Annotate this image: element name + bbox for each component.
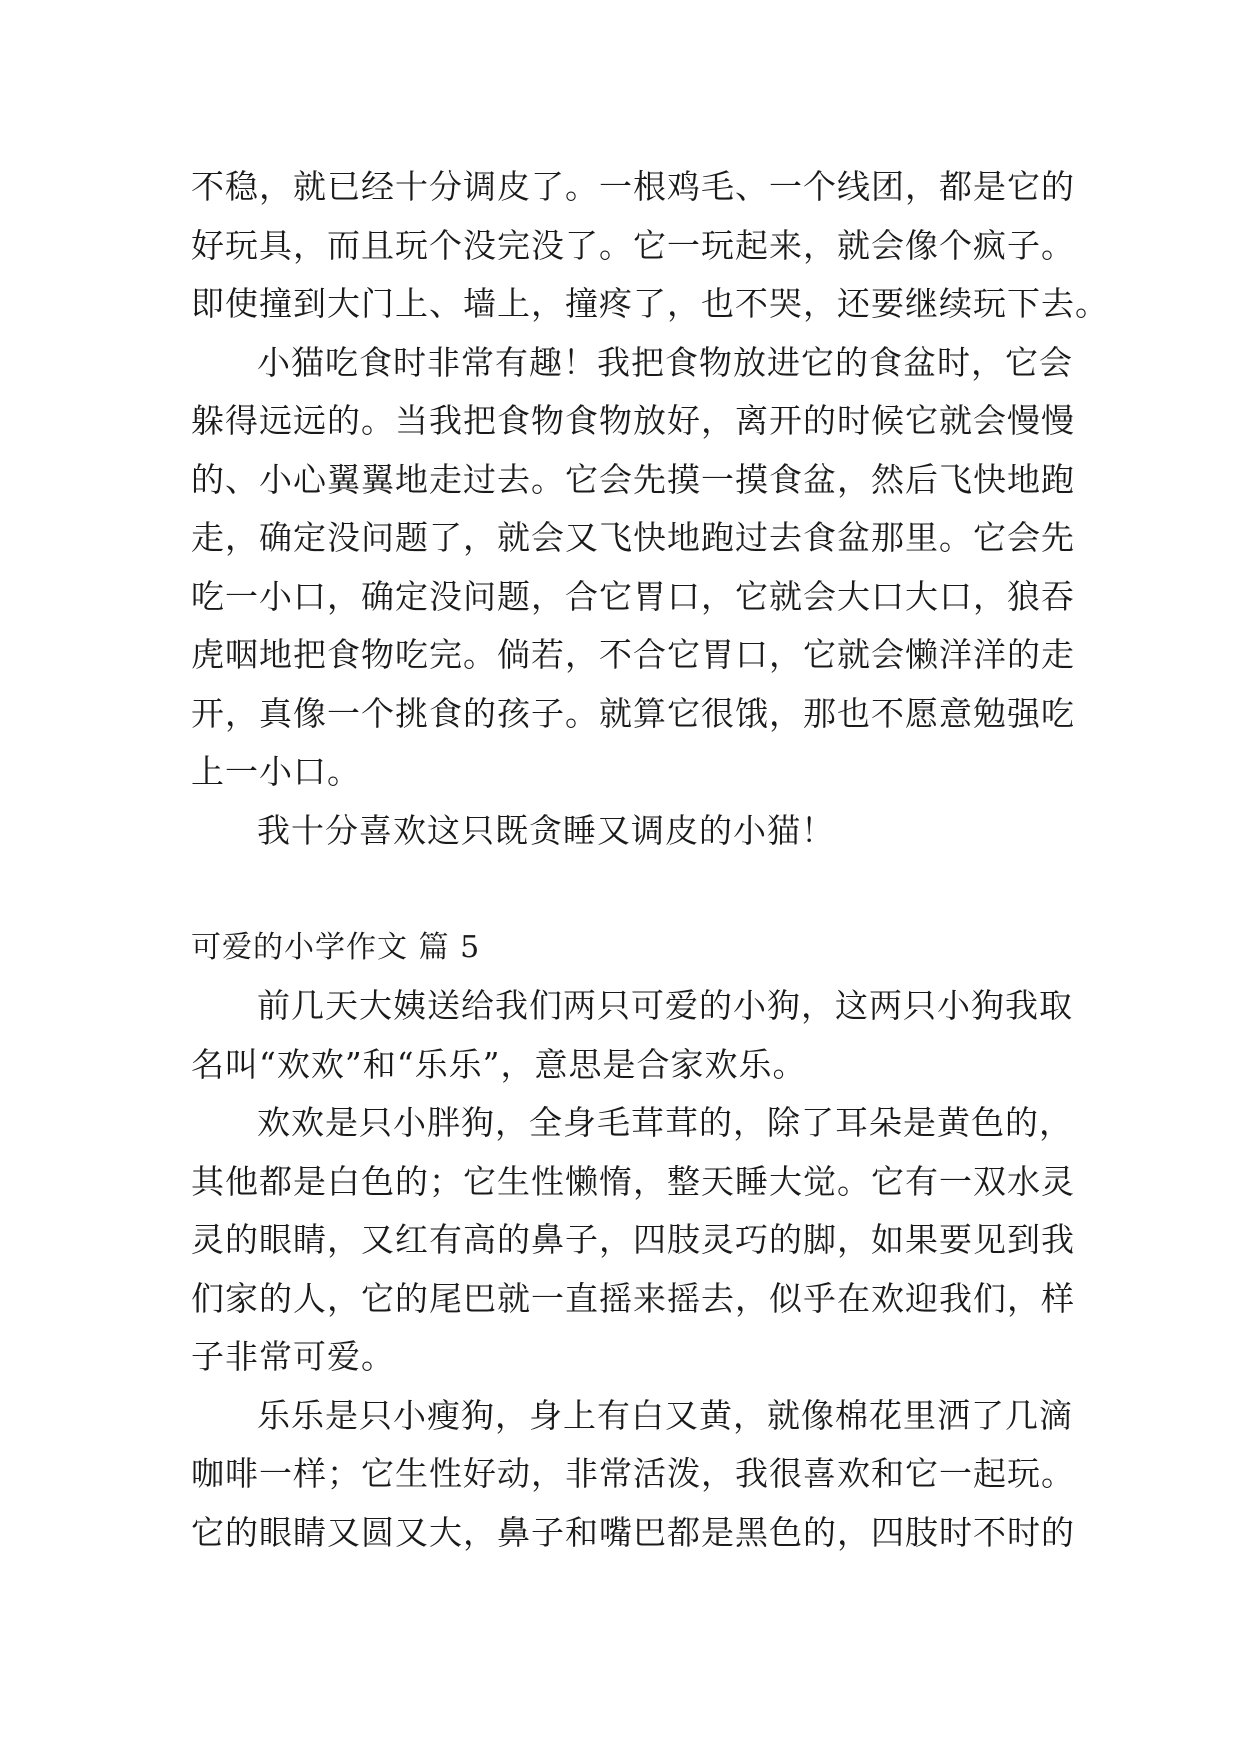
paragraph-lele	[191, 1387, 1075, 1563]
text-line: 前几天大姨送给我们两只可爱的小狗，这两只小狗我取	[257, 986, 1073, 1025]
paragraph-huanhuan	[191, 1094, 1075, 1387]
text-line: 上一小口。	[191, 752, 361, 791]
text-line: 的、小心翼翼地走过去。它会先摸一摸食盆，然后飞快地跑	[191, 459, 1075, 499]
section-gap	[191, 860, 1071, 919]
paragraph-play	[191, 158, 1109, 334]
text-line: 吃一小口，确定没问题，合它胃口，它就会大口大口，狼吞	[191, 576, 1075, 616]
text-line: 小猫吃食时非常有趣！我把食物放进它的食盆时，它会	[257, 342, 1073, 382]
text-line: 虎咽地把食物吃完。倘若，不合它胃口，它就会懒洋洋的走	[191, 635, 1075, 674]
text-line: 躲得远远的。当我把食物食物放好，离开的时候它就会慢慢	[191, 401, 1075, 440]
text-line: 我十分喜欢这只既贪睡又调皮的小猫！	[257, 810, 835, 850]
document-page	[191, 158, 1109, 1562]
text-line: 灵的眼睛，又红有高的鼻子，四肢灵巧的脚，如果要见到我	[191, 1220, 1075, 1259]
text-line: 们家的人，它的尾巴就一直摇来摇去，似乎在欢迎我们，样	[191, 1278, 1075, 1318]
text-line: 咖啡一样；它生性好动，非常活泼，我很喜欢和它一起玩。	[191, 1454, 1075, 1493]
text-line: 开，真像一个挑食的孩子。就算它很饿，那也不愿意勉强吃	[191, 693, 1075, 733]
text-line: 其他都是白色的；它生性懒惰，整天睡大觉。它有一双水灵	[191, 1161, 1075, 1201]
text-line: 即使撞到大门上、墙上，撞疼了，也不哭，还要继续玩下去。	[191, 284, 1109, 323]
essay-heading: 可爱的小学作文 篇 5	[191, 929, 481, 965]
text-line: 它的眼睛又圆又大，鼻子和嘴巴都是黑色的，四肢时不时的	[191, 1512, 1075, 1552]
text-line: 好玩具，而且玩个没完没了。它一玩起来，就会像个疯子。	[191, 225, 1075, 265]
text-line: 不稳，就已经十分调皮了。一根鸡毛、一个线团，都是它的	[191, 167, 1075, 206]
text-line: 乐乐是只小瘦狗，身上有白又黄，就像棉花里洒了几滴	[257, 1395, 1073, 1435]
text-line: 子非常可爱。	[191, 1337, 395, 1376]
text-line: 欢欢是只小胖狗，全身毛茸茸的，除了耳朵是黄色的，	[257, 1103, 1073, 1142]
text-line: 走，确定没问题了，就会又飞快地跑过去食盆那里。它会先	[191, 518, 1075, 557]
paragraph-conclusion	[191, 802, 1071, 861]
paragraph-intro	[191, 977, 1071, 1094]
text-line: 名叫“欢欢”和“乐乐”，意思是合家欢乐。	[191, 1044, 807, 1084]
paragraph-eating	[191, 334, 1075, 802]
